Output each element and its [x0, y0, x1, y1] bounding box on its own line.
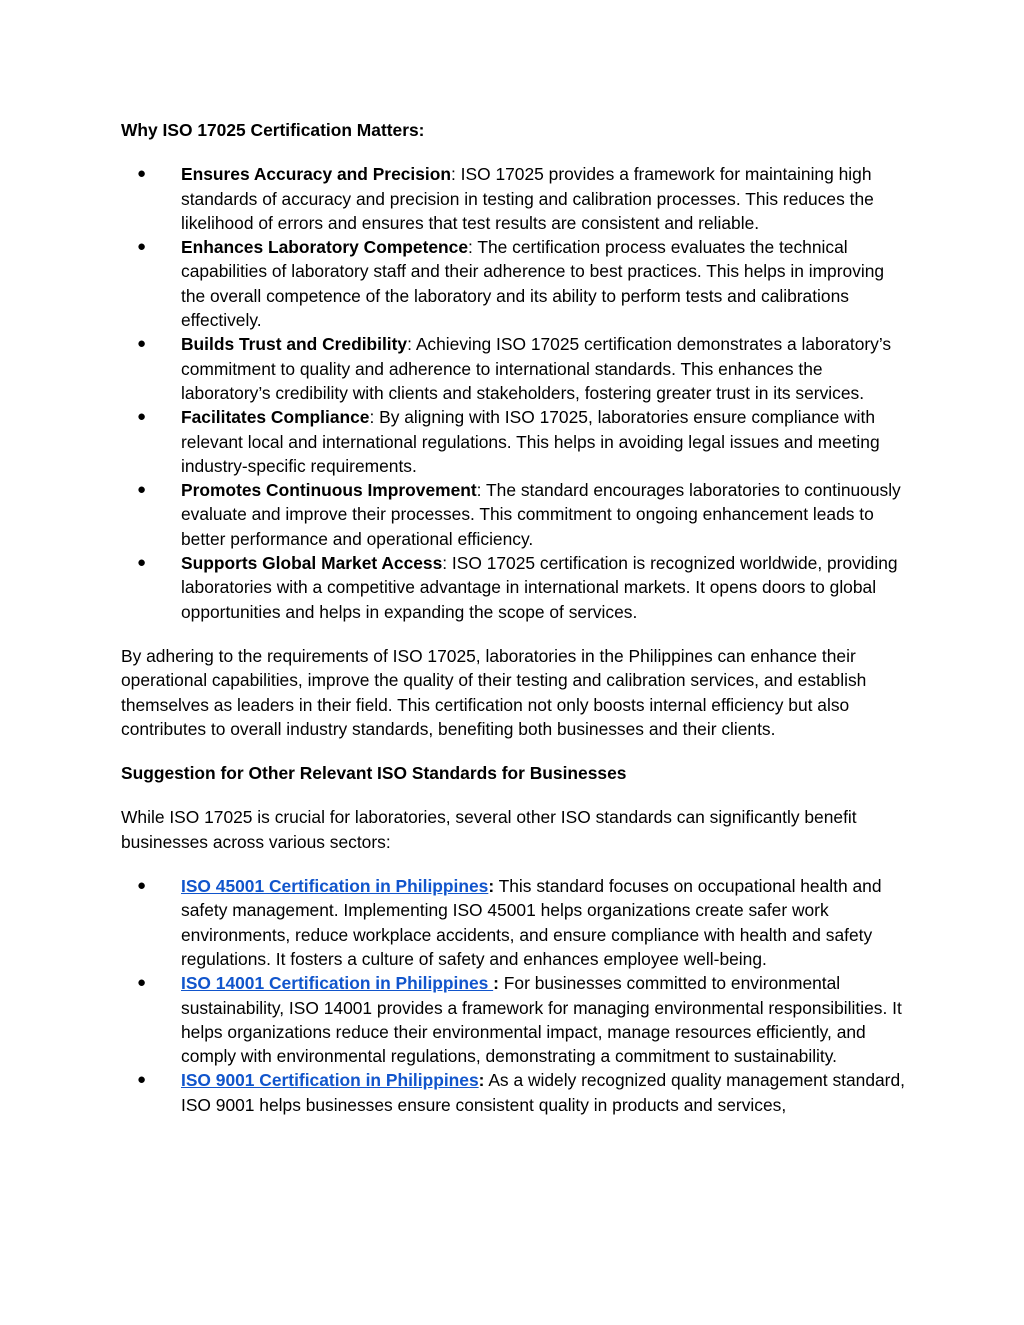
bullet-icon: ●: [137, 165, 147, 183]
iso-standards-list: [121, 874, 911, 1117]
list-item: [121, 478, 911, 551]
list-item-text: : The standard encourages laboratories to continuously evaluate and improve their processes. This commitment to ongoing enhancement leads to better performance and operational efficiency.: [181, 480, 901, 549]
list-item: [121, 235, 911, 332]
list-item-term: Supports Global Market Access: [181, 553, 443, 574]
list-item: [121, 1068, 911, 1117]
list-item-text: : The certification process evaluates the technical capabilities of laboratory staff and their adherence to best practices. This helps in improving the overall competence of the laboratory and its ability to perform tests and calibrations effectively.: [181, 237, 885, 331]
list-item-text: : ISO 17025 certification is recognized worldwide, providing laboratories with a competitive advantage in international markets. It opens doors to global opportunities and helps in expanding the scope of services.: [181, 553, 898, 622]
bullet-icon: ●: [137, 481, 147, 499]
list-item: [121, 332, 911, 405]
bullet-icon: ●: [137, 974, 147, 992]
list-item-text: : ISO 17025 provides a framework for maintaining high standards of accuracy and precision in testing and calibration processes. This reduces the likelihood of errors and ensures that test results are consistent and reliable.: [181, 164, 874, 233]
bullet-icon: ●: [137, 408, 147, 426]
list-item: [121, 971, 911, 1068]
list-item: [121, 162, 911, 235]
bullet-icon: ●: [137, 238, 147, 256]
list-item-term: Builds Trust and Credibility: [181, 334, 408, 355]
list-item-colon: :: [493, 973, 499, 994]
list-item-colon: :: [478, 1070, 485, 1091]
iso-9001-link[interactable]: ISO 9001 Certification in Philippines: [181, 1070, 479, 1091]
bullet-icon: ●: [137, 877, 147, 895]
list-item-term: Ensures Accuracy and Precision: [181, 164, 451, 185]
list-item-text: : By aligning with ISO 17025, laboratories ensure compliance with relevant local and international regulations. This helps in avoiding legal issues and meeting industry-specific requirements.: [181, 407, 880, 476]
list-item-text: As a widely recognized quality management standard, ISO 9001 helps businesses ensure consistent quality in products and services,: [181, 1070, 905, 1115]
section-heading-why-iso-17025: Why ISO 17025 Certification Matters:: [121, 120, 425, 140]
list-item: [121, 405, 911, 478]
list-item-text: This standard focuses on occupational health and safety management. Implementing ISO 45001 helps organizations create safer work environments, reduce workplace accidents, and ensure compliance with health and safety regulations. It fosters a culture of safety and enhances employee well-being.: [181, 876, 882, 969]
list-item: [121, 551, 911, 624]
list-item-term: Promotes Continuous Improvement: [181, 480, 477, 501]
iso-45001-link[interactable]: ISO 45001 Certification in Philippines: [181, 876, 489, 897]
iso-14001-link[interactable]: ISO 14001 Certification in Philippines: [181, 973, 494, 994]
benefits-list: [121, 162, 911, 624]
section-heading-other-iso-standards: Suggestion for Other Relevant ISO Standards for Businesses: [121, 763, 627, 784]
list-item: [121, 874, 911, 971]
list-item-term: Facilitates Compliance: [181, 407, 370, 428]
summary-paragraph: By adhering to the requirements of ISO 17025, laboratories in the Philippines can enhance their operational capabilities, improve the quality of their testing and calibration services, and establish themselves as leaders in their field. This certification not only boosts internal efficiency but also contributes to overall industry standards, benefiting both businesses and their clients.: [121, 645, 867, 739]
bullet-icon: ●: [137, 554, 147, 572]
list-item-text: : Achieving ISO 17025 certification demonstrates a laboratory’s commitment to quality and adherence to international standards. This enhances the laboratory’s credibility with clients and stakeholders, fostering greater trust in its services.: [181, 334, 892, 403]
intro-paragraph: While ISO 17025 is crucial for laboratories, several other ISO standards can significantly benefit businesses across various sectors:: [121, 807, 857, 852]
list-item-text: For businesses committed to environmental sustainability, ISO 14001 provides a framework for managing environmental responsibilities. It helps organizations reduce their environmental impact, manage resources efficiently, and comply with environmental regulations, demonstrating a commitment to sustainability.: [181, 973, 902, 1067]
document-page: [121, 118, 911, 1117]
list-item-colon: :: [488, 876, 495, 897]
list-item-term: Enhances Laboratory Competence: [181, 237, 469, 258]
bullet-icon: ●: [137, 1071, 147, 1089]
bullet-icon: ●: [137, 335, 147, 353]
